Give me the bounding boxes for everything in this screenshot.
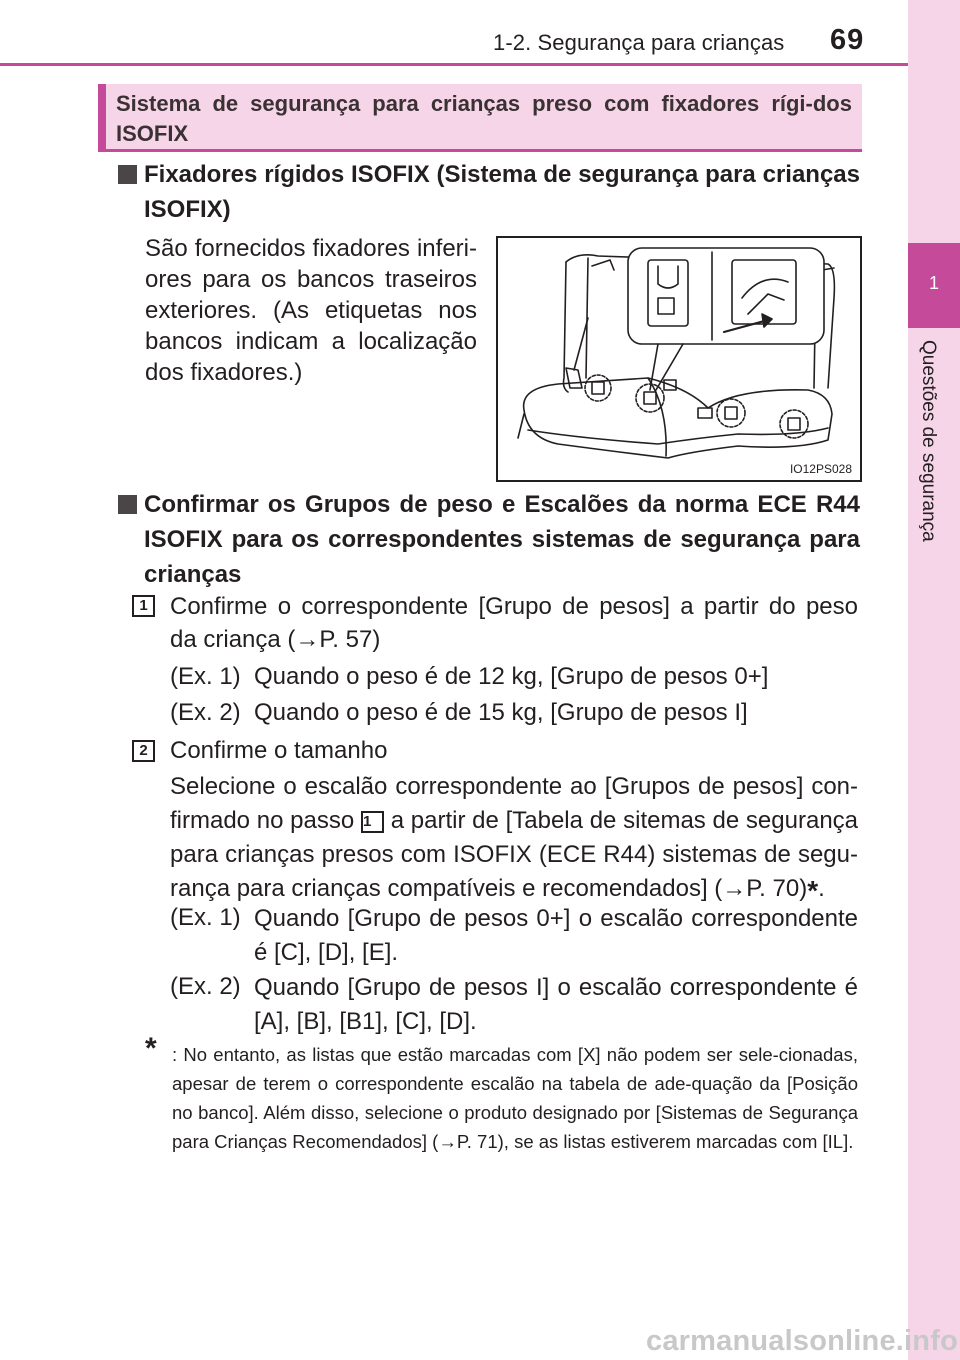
section-title: 1-2. Segurança para crianças [493, 30, 785, 55]
square-bullet-icon [118, 165, 137, 184]
box-title: Sistema de segurança para crianças preso com fixadores rígi-dos ISOFIX [98, 84, 862, 152]
step1-ex2-label: (Ex. 2) [170, 699, 241, 726]
section2-heading-text: Confirmar os Grupos de peso e Escalões da norma ECE R44 ISOFIX para os correspondentes sistemas de segurança para crianças [144, 491, 860, 588]
section1-heading-text: Fixadores rígidos ISOFIX (Sistema de segurança para crianças ISOFIX) [144, 161, 860, 223]
section1-heading [118, 157, 860, 227]
chapter-number: 1 [908, 243, 960, 328]
watermark: carmanualsonline.info [646, 1325, 958, 1357]
step2-ex1-text: Quando [Grupo de pesos 0+] o escalão correspondente é [C], [D], [E]. [254, 905, 858, 966]
footnote-star: * [145, 1032, 157, 1065]
step2-text-a: Selecione o escalão correspondente ao [Grupos de pesos] con-firmado no passo [170, 773, 858, 834]
step2-ex1-label: (Ex. 1) [170, 904, 241, 931]
step2-text [170, 770, 858, 906]
step2-title: Confirme o tamanho [170, 737, 388, 764]
header-rule [0, 63, 908, 66]
step1-text: Confirme o correspondente [Grupo de pesos] a partir do peso da criança (→P. 57) [170, 593, 858, 653]
step1-ex2-text: Quando o peso é de 15 kg, [Grupo de pesos I] [254, 699, 748, 726]
side-tab [908, 0, 960, 1360]
footnote-text: : No entanto, as listas que estão marcadas com [X] não podem ser sele-cionadas, apesar de terem o correspondente escalão na tabela de ade-quação da [Posição no banco]. Além disso, selecione o produto designado por [Sistemas de Segurança para Crianças Recomendados] (→P. 71), se as listas estiverem marcadas com [IL]. [172, 1044, 858, 1152]
step1-ex1-label: (Ex. 1) [170, 663, 241, 690]
chapter-label: Questões de segurança [918, 340, 939, 542]
step2-ex2-label: (Ex. 2) [170, 973, 241, 1000]
page-number: 69 [830, 24, 865, 56]
step1-number-box: 1 [132, 595, 155, 617]
figure-code: IO12PS028 [789, 462, 852, 476]
step2-text-end: . [818, 875, 825, 902]
section2-heading [118, 487, 860, 592]
rear-seat-isofix-drawing [498, 238, 860, 480]
section1-body: São fornecidos fixadores inferi-ores para os bancos traseiros exteriores. (As etiquetas nos bancos indicam a localização dos fixadores.) [145, 235, 477, 386]
step1-ex1-text: Quando o peso é de 12 kg, [Grupo de pesos 0+] [254, 663, 769, 690]
footnote [145, 1032, 858, 1156]
square-bullet-icon [118, 495, 137, 514]
step2-number-box: 2 [132, 740, 155, 762]
step2-ref-box: 1 [361, 811, 384, 833]
step2-ex2-text: Quando [Grupo de pesos I] o escalão correspondente é [A], [B], [B1], [C], [D]. [254, 974, 858, 1035]
rear-seat-isofix-illustration [496, 236, 862, 482]
step2-footnote-star: * [807, 875, 819, 906]
step2-text-b: a partir de [Tabela de sitemas de segurança para crianças presos com ISOFIX (ECE R44) sistemas de segu-rança para crianças compatíveis e recomendados] (→P. 70) [170, 807, 859, 902]
